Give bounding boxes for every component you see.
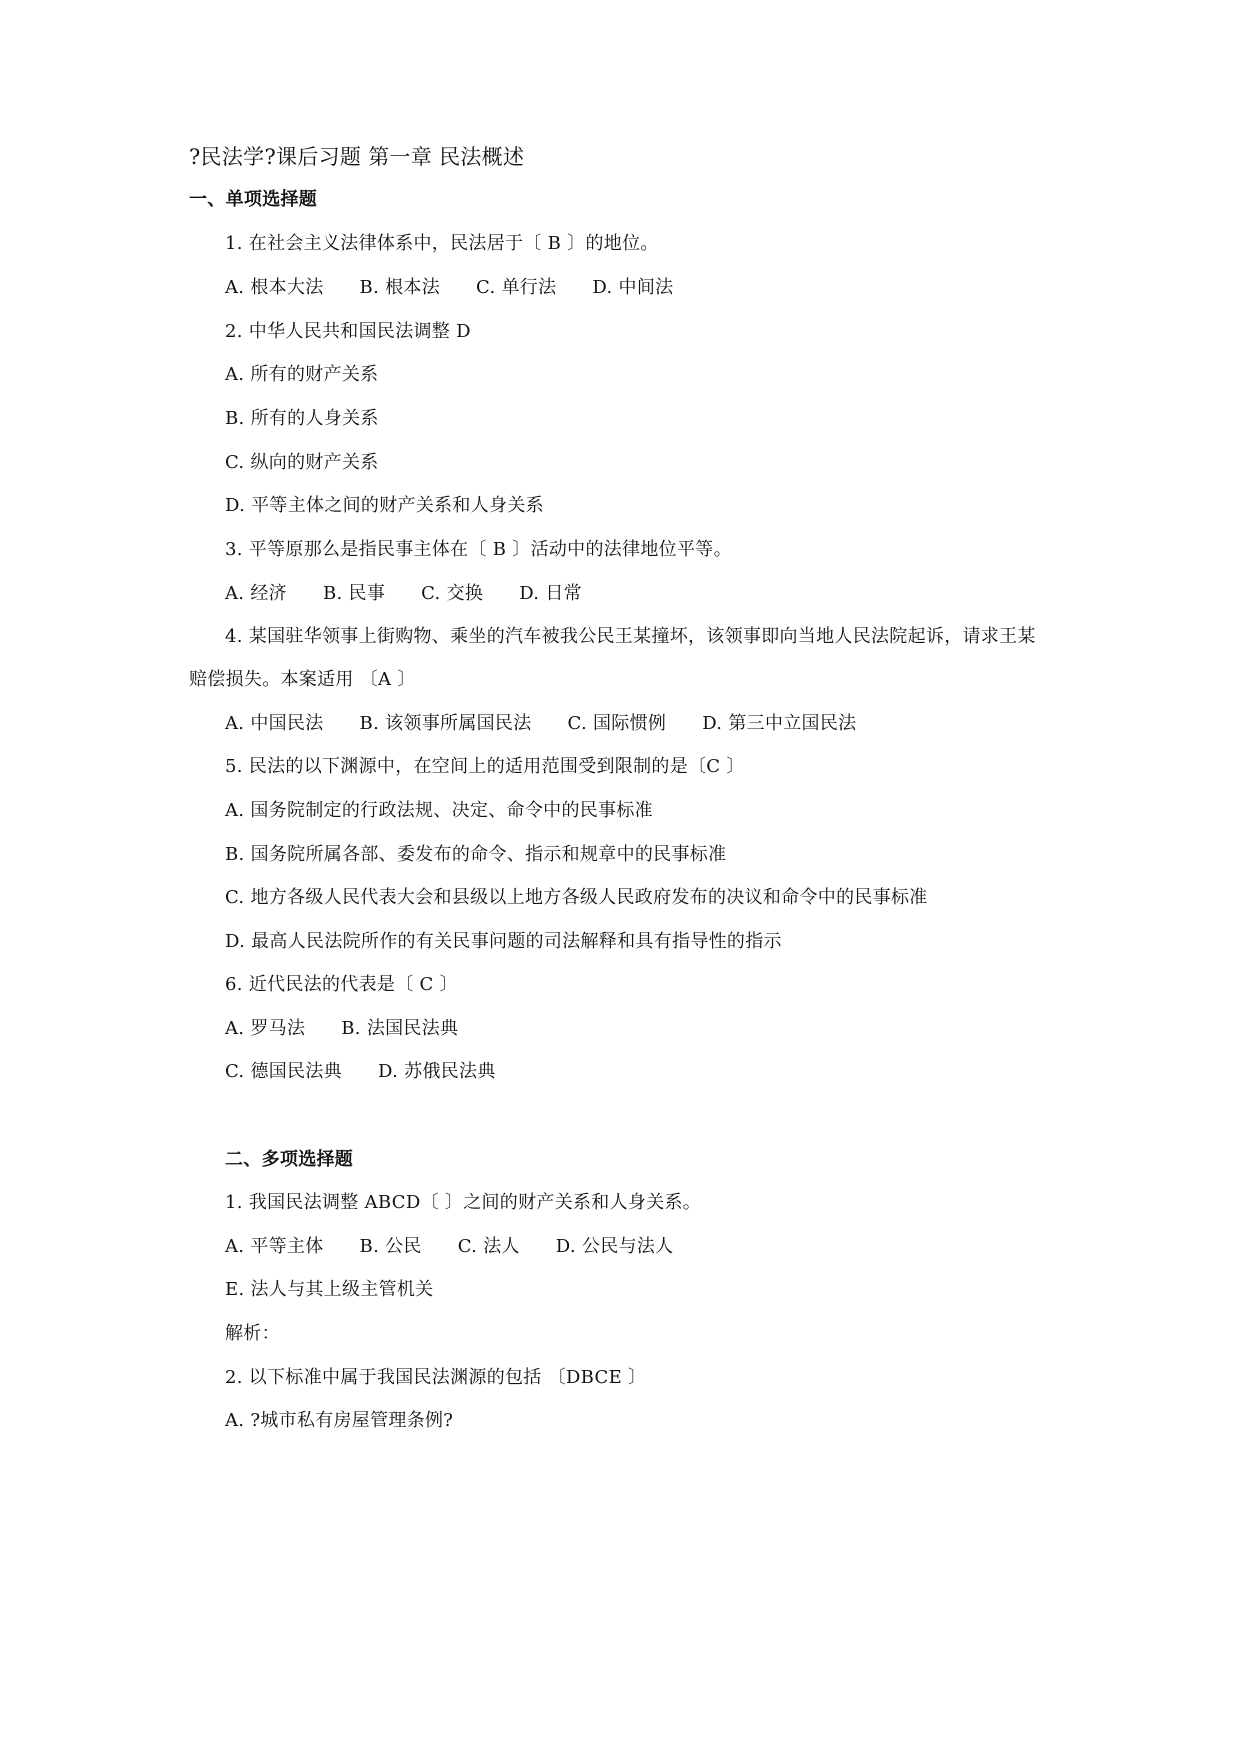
section-heading-single-choice: 一、单项选择题 bbox=[189, 189, 318, 210]
option-a: A. 所有的财产关系 bbox=[225, 364, 379, 385]
analysis-label: 解析： bbox=[225, 1323, 280, 1344]
option-row bbox=[225, 1235, 673, 1259]
option-a: A. 罗马法 bbox=[225, 1018, 306, 1039]
option-d: D. 最高人民法院所作的有关民事问题的司法解释和具有指导性的指示 bbox=[225, 931, 782, 952]
option-c: C. 纵向的财产关系 bbox=[225, 452, 379, 473]
option-e: E. 法人与其上级主管机关 bbox=[225, 1279, 434, 1300]
option-a: A. 经济 bbox=[225, 583, 287, 604]
document-title: ?民法学?课后习题 第一章 民法概述 bbox=[189, 145, 525, 169]
option-b: B. 法国民法典 bbox=[341, 1018, 459, 1039]
option-b: B. 该领事所属国民法 bbox=[359, 713, 532, 734]
option-a: A. 根本大法 bbox=[225, 277, 324, 298]
question-stem: 6. 近代民法的代表是〔 C 〕 bbox=[225, 974, 458, 995]
option-a: A. ?城市私有房屋管理条例? bbox=[225, 1410, 454, 1431]
option-c: C. 法人 bbox=[457, 1236, 520, 1257]
option-row bbox=[225, 276, 673, 300]
option-a: A. 国务院制定的行政法规、决定、命令中的民事标准 bbox=[225, 800, 653, 821]
question-stem: 1. 在社会主义法律体系中，民法居于〔 B 〕的地位。 bbox=[225, 233, 659, 254]
option-a: A. 平等主体 bbox=[225, 1236, 324, 1257]
option-c: C. 国际惯例 bbox=[567, 713, 667, 734]
option-row bbox=[225, 582, 582, 606]
option-d: D. 第三中立国民法 bbox=[702, 713, 857, 734]
option-a: A. 中国民法 bbox=[225, 713, 324, 734]
option-c: C. 单行法 bbox=[476, 277, 557, 298]
question-stem: 2. 以下标准中属于我国民法渊源的包括 〔DBCE 〕 bbox=[225, 1367, 647, 1388]
section-heading-multiple-choice: 二、多项选择题 bbox=[225, 1149, 354, 1170]
option-b: B. 公民 bbox=[359, 1236, 422, 1257]
option-row bbox=[225, 1017, 458, 1041]
question-stem-line1: 4. 某国驻华领事上街购物、乘坐的汽车被我公民王某撞坏，该领事即向当地人民法院起诉，请求王某 bbox=[225, 626, 1036, 647]
option-c: C. 交换 bbox=[421, 583, 484, 604]
option-b: B. 国务院所属各部、委发布的命令、指示和规章中的民事标准 bbox=[225, 844, 727, 865]
option-b: B. 根本法 bbox=[359, 277, 441, 298]
question-stem-line2: 赔偿损失。本案适用 〔A 〕 bbox=[189, 669, 416, 690]
option-b: B. 所有的人身关系 bbox=[225, 408, 379, 429]
question-stem: 3. 平等原那么是指民事主体在〔 B 〕活动中的法律地位平等。 bbox=[225, 539, 732, 560]
option-d: D. 中间法 bbox=[592, 277, 674, 298]
question-stem: 2. 中华人民共和国民法调整 D bbox=[225, 321, 471, 342]
option-b: B. 民事 bbox=[322, 583, 386, 604]
option-c: C. 地方各级人民代表大会和县级以上地方各级人民政府发布的决议和命令中的民事标准 bbox=[225, 887, 928, 908]
option-c: C. 德国民法典 bbox=[225, 1061, 342, 1082]
option-row bbox=[225, 712, 856, 736]
option-d: D. 苏俄民法典 bbox=[377, 1061, 496, 1082]
question-stem: 5. 民法的以下渊源中，在空间上的适用范围受到限制的是〔C 〕 bbox=[225, 756, 745, 777]
option-d: D. 公民与法人 bbox=[555, 1236, 674, 1257]
question-stem: 1. 我国民法调整 ABCD〔 〕之间的财产关系和人身关系。 bbox=[225, 1192, 702, 1213]
option-row bbox=[225, 1060, 496, 1084]
option-d: D. 平等主体之间的财产关系和人身关系 bbox=[225, 495, 544, 516]
option-d: D. 日常 bbox=[519, 583, 582, 604]
